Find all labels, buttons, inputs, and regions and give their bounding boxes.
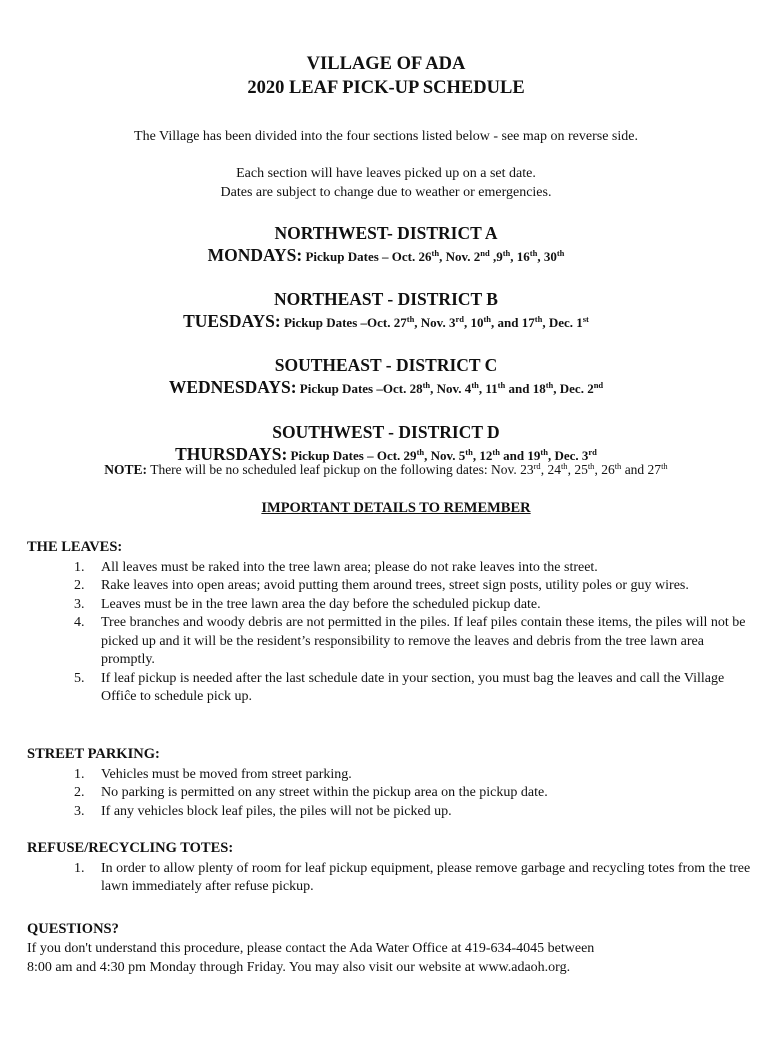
- list-item-text: No parking is permitted on any street within the pickup area on the pickup date.: [101, 785, 548, 800]
- date-text: , 12: [472, 448, 493, 463]
- totes-list: [27, 860, 767, 897]
- date-suffix: th: [587, 460, 595, 471]
- date-suffix: th: [492, 446, 500, 457]
- date-suffix: st: [582, 313, 589, 324]
- date-suffix: th: [540, 446, 548, 457]
- date-text: , 30: [537, 249, 557, 264]
- date-text: , 16: [510, 249, 530, 264]
- list-item-text: Tree branches and woody debris are not permitted in the piles. If leaf piles contain these items, the piles will not be picked up and it will be the resident’s responsibility to remove the leaves and debris from the tree lawn area promptly.: [101, 615, 746, 667]
- date-text: , 25: [567, 462, 588, 477]
- list-item-number: 1.: [74, 559, 85, 575]
- list-item: [27, 559, 767, 578]
- district-dates-lead: Pickup Dates –Oct. 27: [280, 315, 407, 330]
- date-suffix: nd: [480, 247, 490, 258]
- date-suffix: th: [431, 247, 440, 258]
- district-pickup-dates: [0, 376, 772, 400]
- note-label: NOTE:: [104, 462, 148, 477]
- date-text: , Nov. 3: [414, 315, 456, 330]
- date-text: ,9: [489, 249, 503, 264]
- date-text: , Dec. 2: [553, 381, 594, 396]
- list-item-number: 2.: [74, 785, 85, 800]
- district-dates-lead: Pickup Dates – Oct. 26: [302, 249, 432, 264]
- date-suffix: th: [483, 313, 492, 324]
- intro-set-date-text: Each section will have leaves picked up on a set date.: [236, 166, 536, 181]
- district-day: TUESDAYS:: [183, 311, 281, 331]
- section-refuse-totes: [27, 839, 767, 897]
- list-item-number: 1.: [74, 766, 85, 782]
- date-suffix: th: [614, 460, 622, 471]
- note-line: [0, 461, 772, 479]
- date-text: and 19: [499, 448, 541, 463]
- document-title: [0, 52, 772, 100]
- district-block: [0, 222, 772, 268]
- intro-divided-text: The Village has been divided into the four sections listed below - see map on reverse side.: [134, 129, 638, 144]
- date-text: , Nov. 2: [439, 249, 481, 264]
- list-item-number: 1.: [74, 860, 85, 876]
- district-day: MONDAYS:: [207, 245, 303, 265]
- list-item-number: 5.: [74, 670, 85, 686]
- date-text: , and 17: [491, 315, 535, 330]
- leaves-list: [27, 559, 767, 707]
- date-text: , Nov. 5: [424, 448, 466, 463]
- district-pickup-dates: [0, 310, 772, 334]
- list-item-number: 3.: [74, 596, 85, 612]
- date-text: and 18: [505, 381, 546, 396]
- district-day: THURSDAYS:: [175, 444, 288, 464]
- district-block: [0, 354, 772, 400]
- date-suffix: th: [471, 379, 479, 390]
- section-heading-questions: QUESTIONS?: [27, 921, 119, 937]
- list-item-text: All leaves must be raked into the tree lawn area; please do not rake leaves into the street.: [101, 559, 598, 575]
- title-line-village: VILLAGE OF ADA: [306, 54, 466, 74]
- note-lead: There will be no scheduled leaf pickup on the following dates: Nov. 23: [147, 462, 534, 477]
- date-suffix: th: [502, 247, 511, 258]
- list-item-text: Rake leaves into open areas; avoid putting them around trees, street sign posts, utility poles or guy wires.: [101, 578, 689, 593]
- list-item-text: If any vehicles block leaf piles, the piles will not be picked up.: [101, 803, 452, 819]
- date-suffix: th: [422, 379, 431, 390]
- date-suffix: th: [406, 313, 415, 324]
- list-item: [27, 803, 767, 822]
- list-item-text: Leaves must be in the tree lawn area the day before the scheduled pickup date.: [101, 596, 541, 612]
- district-dates-lead: Pickup Dates – Oct. 29: [287, 448, 417, 463]
- list-item: [27, 596, 767, 615]
- title-line-schedule: 2020 LEAF PICK-UP SCHEDULE: [247, 78, 525, 98]
- district-name: NORTHWEST- DISTRICT A: [274, 223, 498, 243]
- section-the-leaves: [27, 538, 767, 707]
- date-suffix: th: [560, 460, 568, 471]
- date-text: , 11: [478, 381, 498, 396]
- list-item: [27, 577, 767, 596]
- date-suffix: th: [661, 460, 668, 471]
- list-item: [27, 860, 767, 897]
- list-item-text: Vehicles must be moved from street parking.: [101, 766, 352, 782]
- date-suffix: rd: [588, 446, 597, 457]
- date-suffix: th: [465, 446, 473, 457]
- questions-line-2: 8:00 am and 4:30 pm Monday through Friday. You may also visit our website at www.adaoh.org.: [27, 959, 571, 975]
- date-text: , 24: [540, 462, 561, 477]
- date-suffix: th: [529, 247, 538, 258]
- section-questions: [27, 920, 767, 977]
- date-suffix: th: [534, 313, 543, 324]
- date-text: , 10: [463, 315, 484, 330]
- date-text: , Dec. 3: [547, 448, 589, 463]
- list-item: [27, 766, 767, 785]
- date-suffix: rd: [533, 460, 541, 471]
- district-block: [0, 288, 772, 334]
- list-item-text: If leaf pickup is needed after the last schedule date in your section, you must bag the leaves and call the Village Offiĉe to schedule pick up.: [101, 670, 725, 704]
- list-item-text: In order to allow plenty of room for leaf pickup equipment, please remove garbage and recycling totes from the tree lawn immediately after refuse pickup.: [101, 860, 751, 894]
- district-day: WEDNESDAYS:: [168, 377, 297, 397]
- section-heading-leaves: THE LEAVES:: [27, 539, 123, 555]
- district-name: SOUTHWEST - DISTRICT D: [272, 422, 500, 442]
- date-text: , 26: [594, 462, 615, 477]
- parking-list: [27, 766, 767, 822]
- district-name: SOUTHEAST - DISTRICT C: [274, 355, 498, 375]
- date-text: , Nov. 4: [430, 381, 472, 396]
- district-dates-lead: Pickup Dates –Oct. 28: [296, 381, 423, 396]
- district-pickup-dates: [0, 244, 772, 268]
- list-item: [27, 670, 767, 707]
- questions-line-1: If you don't understand this procedure, please contact the Ada Water Office at 419-634-4045 between: [27, 940, 595, 956]
- date-suffix: th: [497, 379, 506, 390]
- district-name: NORTHEAST - DISTRICT B: [274, 289, 498, 309]
- section-heading-totes: REFUSE/RECYCLING TOTES:: [27, 840, 234, 856]
- list-item-number: 3.: [74, 803, 85, 819]
- date-suffix: rd: [455, 313, 464, 324]
- date-suffix: th: [545, 379, 554, 390]
- section-heading-parking: STREET PARKING:: [27, 746, 160, 762]
- date-suffix: nd: [593, 379, 604, 390]
- note-dates: [534, 462, 668, 477]
- date-suffix: th: [416, 446, 425, 457]
- list-item-number: 4.: [74, 615, 85, 630]
- list-item: [27, 614, 767, 670]
- intro-subject-text: Dates are subject to change due to weather or emergencies.: [220, 185, 552, 200]
- date-suffix: th: [556, 247, 565, 258]
- date-text: , Dec. 1: [542, 315, 583, 330]
- section-street-parking: [27, 745, 767, 821]
- list-item: [27, 784, 767, 803]
- important-details-heading: IMPORTANT DETAILS TO REMEMBER: [261, 500, 531, 516]
- list-item-number: 2.: [74, 578, 85, 593]
- date-text: and 27: [621, 462, 662, 477]
